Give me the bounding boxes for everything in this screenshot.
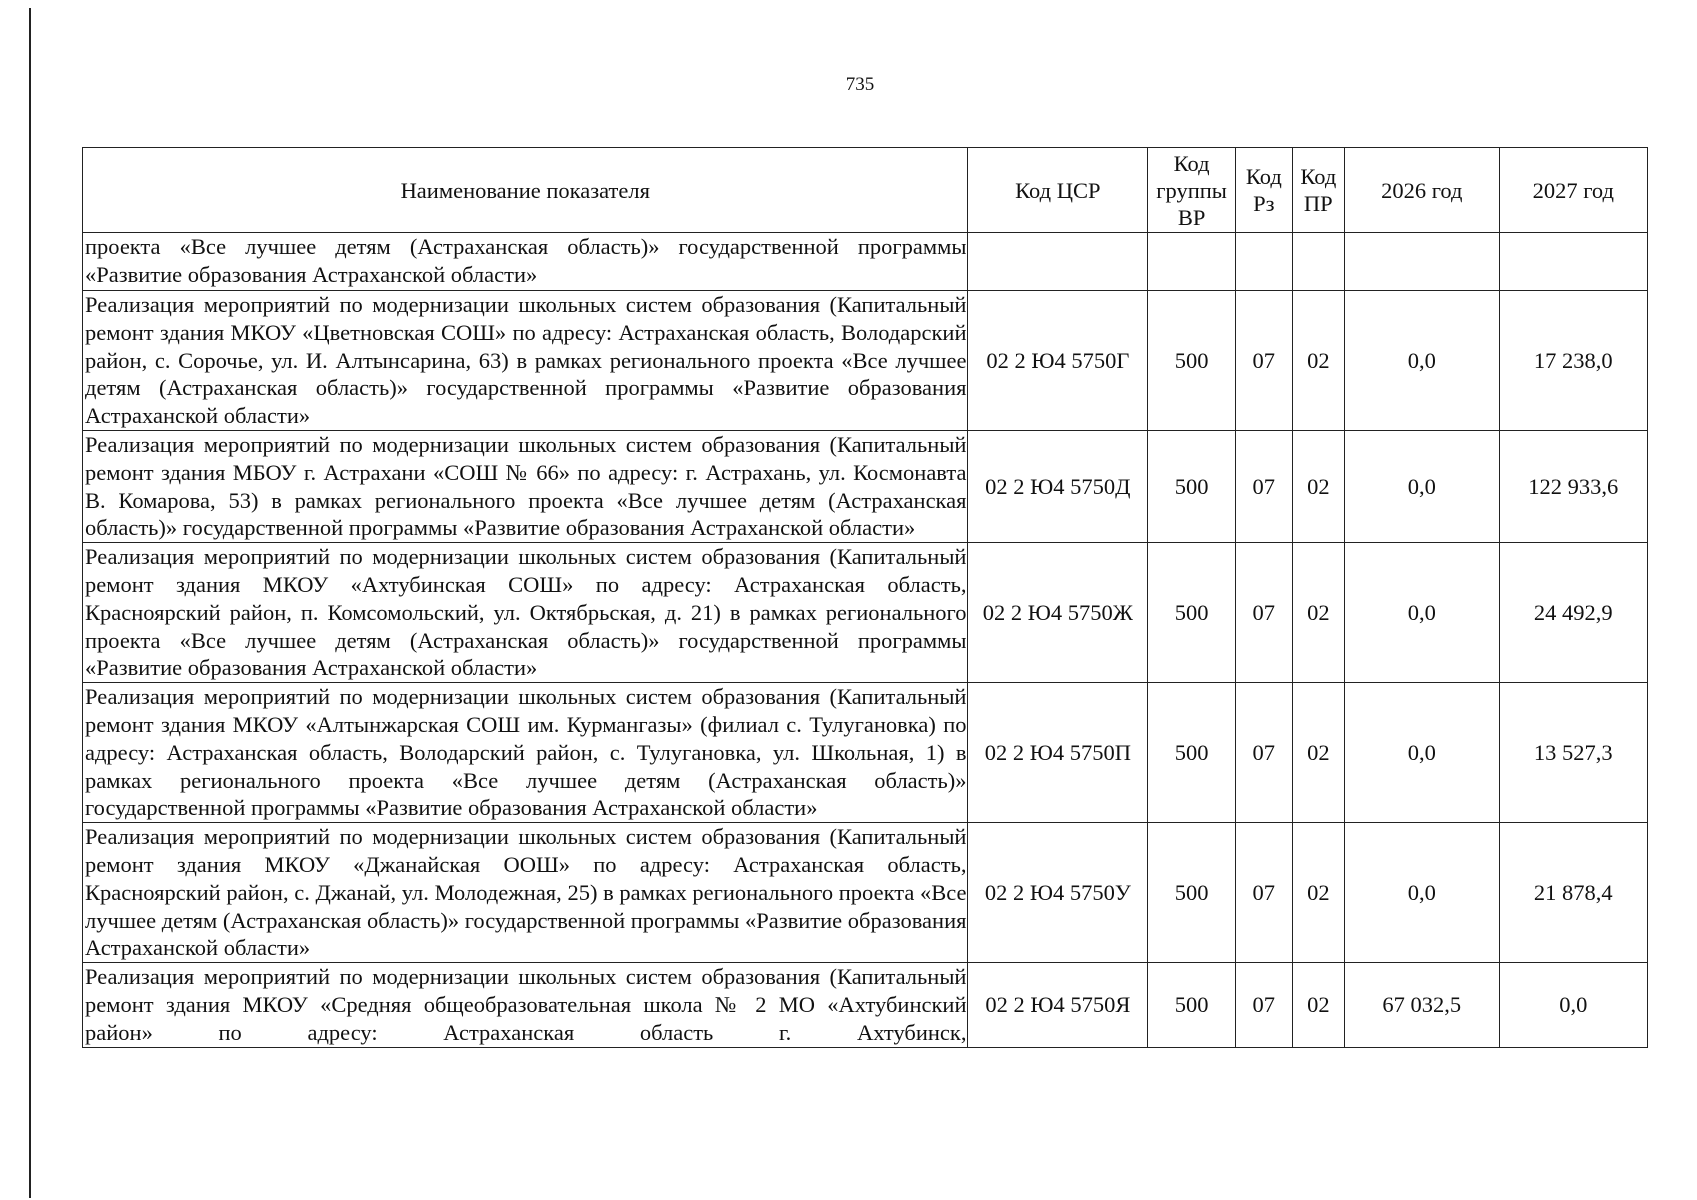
cell-csr-code bbox=[968, 233, 1148, 291]
cell-rz-code: 07 bbox=[1236, 430, 1293, 542]
cell-pr-code: 02 bbox=[1292, 683, 1345, 823]
cell-year-2026: 67 032,5 bbox=[1345, 963, 1499, 1047]
cell-year-2027 bbox=[1499, 233, 1647, 291]
cell-year-2026: 0,0 bbox=[1345, 683, 1499, 823]
cell-year-2027: 0,0 bbox=[1499, 963, 1647, 1047]
cell-year-2026: 0,0 bbox=[1345, 543, 1499, 683]
header-row bbox=[83, 148, 1648, 233]
cell-year-2026: 0,0 bbox=[1345, 430, 1499, 542]
budget-table bbox=[82, 147, 1648, 1048]
header-csr-code: Код ЦСР bbox=[968, 148, 1148, 233]
cell-pr-code: 02 bbox=[1292, 963, 1345, 1047]
cell-year-2027: 17 238,0 bbox=[1499, 291, 1647, 431]
table-row bbox=[83, 683, 1648, 823]
cell-csr-code: 02 2 Ю4 5750У bbox=[968, 823, 1148, 963]
header-vr-code: Код группы ВР bbox=[1148, 148, 1236, 233]
cell-vr-code: 500 bbox=[1148, 963, 1236, 1047]
cell-csr-code: 02 2 Ю4 5750Д bbox=[968, 430, 1148, 542]
cell-name: Реализация мероприятий по модернизации школьных систем образования (Капитальный ремонт здания МКОУ «Ахтубинская СОШ» по адресу: Астраханская область, Красноярский район, п. Комсомольский, ул. Октябрьская, д. 21) в рамках регионального проекта «Все лучшее детям (Астраханская область)» государственной программы «Развитие образования Астраханской области» bbox=[83, 543, 968, 683]
cell-name: Реализация мероприятий по модернизации школьных систем образования (Капитальный ремонт здания МКОУ «Цветновская СОШ» по адресу: Астраханская область, Володарский район, с. Сорочье, ул. И. Алтынсарина, 63) в рамках регионального проекта «Все лучшее детям (Астраханская область)» государственной программы «Развитие образования Астраханской области» bbox=[83, 291, 968, 431]
cell-vr-code: 500 bbox=[1148, 823, 1236, 963]
table-row bbox=[83, 291, 1648, 431]
header-rz-code: Код Рз bbox=[1236, 148, 1293, 233]
page-number: 735 bbox=[845, 74, 875, 95]
cell-year-2027: 21 878,4 bbox=[1499, 823, 1647, 963]
header-name: Наименование показателя bbox=[83, 148, 968, 233]
cell-year-2026: 0,0 bbox=[1345, 823, 1499, 963]
table-row bbox=[83, 823, 1648, 963]
cell-pr-code: 02 bbox=[1292, 823, 1345, 963]
cell-pr-code: 02 bbox=[1292, 430, 1345, 542]
cell-year-2026: 0,0 bbox=[1345, 291, 1499, 431]
left-margin-rule bbox=[29, 8, 31, 1198]
cell-csr-code: 02 2 Ю4 5750Я bbox=[968, 963, 1148, 1047]
cell-name: Реализация мероприятий по модернизации школьных систем образования (Капитальный ремонт здания МКОУ «Джанайская ООШ» по адресу: Астраханская область, Красноярский район, с. Джанай, ул. Молодежная, 25) в рамках регионального проекта «Все лучшее детям (Астраханская область)» государственной программы «Развитие образования Астраханской области» bbox=[83, 823, 968, 963]
cell-vr-code bbox=[1148, 233, 1236, 291]
cell-pr-code bbox=[1292, 233, 1345, 291]
table-row bbox=[83, 543, 1648, 683]
cell-year-2027: 122 933,6 bbox=[1499, 430, 1647, 542]
cell-rz-code: 07 bbox=[1236, 963, 1293, 1047]
header-year-2026: 2026 год bbox=[1345, 148, 1499, 233]
cell-name: Реализация мероприятий по модернизации школьных систем образования (Капитальный ремонт здания МКОУ «Алтынжарская СОШ им. Курмангазы» (филиал с. Тулугановка) по адресу: Астраханская область, Володарский район, с. Тулугановка, ул. Школьная, 1) в рамках регионального проекта «Все лучшее детям (Астраханская область)» государственной программы «Развитие образования Астраханской области» bbox=[83, 683, 968, 823]
cell-name: Реализация мероприятий по модернизации школьных систем образования (Капитальный ремонт здания МКОУ «Средняя общеобразовательная школа № 2 МО «Ахтубинский район» по адресу: Астраханская область г. Ахтубинск, bbox=[83, 963, 968, 1047]
cell-name: Реализация мероприятий по модернизации школьных систем образования (Капитальный ремонт здания МБОУ г. Астрахани «СОШ № 66» по адресу: г. Астрахань, ул. Космонавта В. Комарова, 53) в рамках регионального проекта «Все лучшее детям (Астраханская область)» государственной программы «Развитие образования Астраханской области» bbox=[83, 430, 968, 542]
cell-vr-code: 500 bbox=[1148, 430, 1236, 542]
cell-vr-code: 500 bbox=[1148, 543, 1236, 683]
cell-vr-code: 500 bbox=[1148, 291, 1236, 431]
cell-pr-code: 02 bbox=[1292, 291, 1345, 431]
table-header bbox=[83, 148, 1648, 233]
cell-name: проекта «Все лучшее детям (Астраханская область)» государственной программы «Развитие образования Астраханской области» bbox=[83, 233, 968, 291]
cell-year-2027: 24 492,9 bbox=[1499, 543, 1647, 683]
cell-vr-code: 500 bbox=[1148, 683, 1236, 823]
table-row bbox=[83, 963, 1648, 1047]
cell-csr-code: 02 2 Ю4 5750Ж bbox=[968, 543, 1148, 683]
cell-pr-code: 02 bbox=[1292, 543, 1345, 683]
cell-year-2027: 13 527,3 bbox=[1499, 683, 1647, 823]
cell-rz-code: 07 bbox=[1236, 543, 1293, 683]
cell-rz-code: 07 bbox=[1236, 823, 1293, 963]
table-row bbox=[83, 430, 1648, 542]
cell-csr-code: 02 2 Ю4 5750Г bbox=[968, 291, 1148, 431]
table-row bbox=[83, 233, 1648, 291]
header-year-2027: 2027 год bbox=[1499, 148, 1647, 233]
cell-rz-code bbox=[1236, 233, 1293, 291]
cell-csr-code: 02 2 Ю4 5750П bbox=[968, 683, 1148, 823]
cell-rz-code: 07 bbox=[1236, 683, 1293, 823]
cell-rz-code: 07 bbox=[1236, 291, 1293, 431]
header-pr-code: Код ПР bbox=[1292, 148, 1345, 233]
table-body bbox=[83, 233, 1648, 1048]
cell-year-2026 bbox=[1345, 233, 1499, 291]
